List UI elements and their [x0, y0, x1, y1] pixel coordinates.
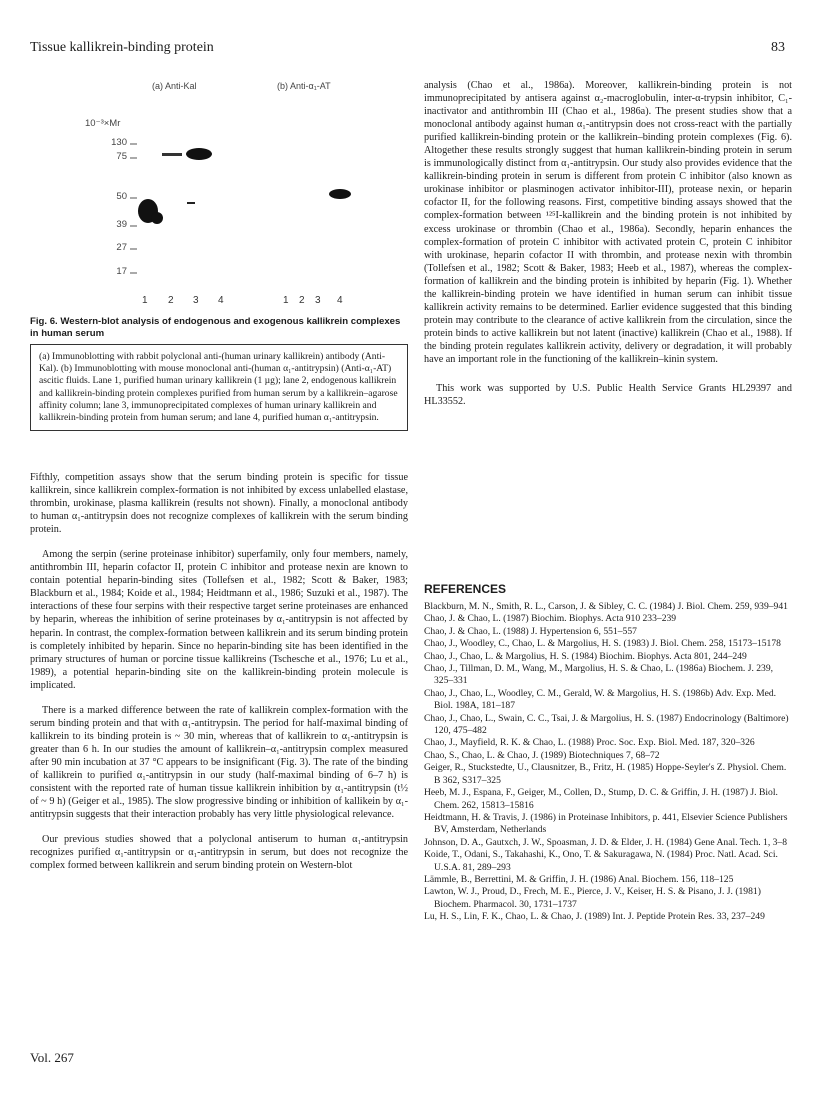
- lane-b-1: 1: [283, 295, 289, 306]
- unit-label: 10⁻³×Mr: [85, 118, 121, 129]
- band-b-lane4: [329, 189, 351, 199]
- reference-item: Heidtmann, H. & Travis, J. (1986) in Proteinase Inhibitors, p. 441, Elsevier Science Publishers BV, Amsterdam, Netherlands: [424, 811, 788, 836]
- reference-item: Blackburn, M. N., Smith, R. L., Carson, J. & Sibley, C. C. (1984) J. Biol. Chem. 259, 939–941: [424, 601, 788, 612]
- reference-item: Heeb, M. J., Espana, F., Geiger, M., Collen, D., Stump, D. C. & Griffin, J. H. (1987) J. Biol. Chem. 262, 15813–15816: [424, 787, 778, 811]
- references-heading: REFERENCES: [424, 582, 507, 596]
- lane-b-4: 4: [337, 295, 343, 306]
- reference-item: Chao, J., Woodley, C., Chao, L. & Margolius, H. S. (1983) J. Biol. Chem. 258, 15173–15178: [424, 638, 781, 650]
- reference-item: Chao, J., Chao, L. & Margolius, H. S. (1984) Biochim. Biophys. Acta 801, 244–249: [424, 650, 747, 662]
- figure-legend: (a) Immunoblotting with rabbit polyclonal anti-(human urinary kallikrein) antibody (Anti-Kal). (b) Immunoblotting with mouse monoclonal anti-(human α₁-antitrypsin) (Anti-α₁-AT) ascitic fluids. Lane 1, purified human urinary kallikrein (1 µg); lane 2, endogenous kallikrein and kallikrein-binding protein complexes purified from human serum by a kallikrein–agarose affinity column; lane 3, immunoprecipitated complexes of human urinary kallikrein and kallikrein-binding protein from human serum; and lane 4, purified human α₁-antitrypsin.: [30, 344, 408, 431]
- reference-item: Chao, J., Tillman, D. M., Wang, M., Margolius, H. S. & Chao, L. (1986a) Biochem. J. 239, 325–331: [424, 663, 774, 687]
- lane-a-1: 1: [142, 295, 148, 306]
- right-column: [424, 79, 792, 408]
- paragraph: analysis (Chao et al., 1986a). Moreover, kallikrein-binding protein is not immunoprecipitated by antisera against α₂-macroglobulin, inter-α-trypsin inhibitor, C₁-inactivator and antithrombin III (Chao et al., 1986a). The present studies show that a monoclonal antibody against human α₁-antitrypsin does not cross-react with the partially purified kallikrein-binding protein or the kallikrein–binding protein complexes (Fig. 6). Altogether these results strongly suggest that human kallikrein-binding protein in serum is immunologically distinct from α₁-antitrypsin. Our study also provides evidence that the kallikrein-binding protein in serum is different from protein C inhibitor (also known as urokinase inhibitor or plasminogen activator inhibitor-III), protease nexin, or heparin cofactor II, for the following reasons. First, competitive binding assays showed that the complex-formation between ¹²⁵I-kallikrein and the binding protein is not inhibited by excess urokinase or thrombin (Chao et al., 1986a). Secondly, heparin enhances the complex-formation of protein C inhibitor with activated protein C, protein C inhibitor with urokinase, heparin cofactor II with thrombin, and protease nexin with thrombin (Tollefsen et al., 1982; Scott & Baker, 1983; Heeb et al., 1987), whereas the complex-formation of kallikrein and the binding protein is inhibited by heparin (Fig. 1). Whether the kallikrein-binding protein we have identified in human serum can inhibit tissue kallikrein activity remains to be determined. Earlier evidence suggested that this binding protein may contribute to the clearance of active kallikrein from the circulation, since the protein binds to active kallikrein but not latent (inactive) kallikrein (Chao et al., 1988). If the binding protein regulates kallikrein activity, delivery or degradation, it will probably have an important role in the functioning of the kallikrein–kinin system.: [424, 80, 792, 365]
- figure-title: Fig. 6. Western-blot analysis of endogenous and exogenous kallikrein complexes in human serum: [30, 316, 401, 339]
- reference-item: Johnson, D. A., Gautxch, J. W., Spoasman, J. D. & Elder, J. H. (1984) Gene Anal. Tech. 1, 3–8: [424, 836, 788, 848]
- reference-item: Koide, T., Odani, S., Takahashi, K., Ono, T. & Sakuragawa, N. (1984) Proc. Natl. Acad. Sci. U.S.A. 81, 289–293: [424, 849, 778, 873]
- acknowledgement: This work was supported by U.S. Public Health Service Grants HL29397 and HL33552.: [424, 383, 792, 408]
- reference-item: Geiger, R., Stuckstedte, U., Clausnitzer, B., Fritz, H. (1985) Hoppe-Seyler's Z. Physiol. Chem. B 362, S317–325: [424, 762, 787, 786]
- band-a-lane3: [186, 148, 212, 160]
- paragraph: Fifthly, competition assays show that the serum binding protein is specific for tissue kallikrein, since kallikrein complex-formation is not inhibited by excess unlabelled elastase, thrombin, urokinase, plasma kallikrein (results not shown). Finally, a monoclonal antibody to human α₁-antitrypsin does not recognize complexes of kallikrein with the serum binding protein.: [30, 472, 408, 536]
- paragraph: Our previous studies showed that a polyclonal antiserum to human α₁-antitrypsin recognizes purified α₁-antitrypsin or α₁-antitrypsin in serum, but does not recognize the complex formed between kallikrein and serum binding protein on Western-blot: [30, 834, 408, 872]
- band-a-lane1-tail: [151, 212, 163, 224]
- band-a-lane3-faint: [187, 202, 195, 204]
- marker-39: 39: [116, 219, 127, 230]
- paragraph: There is a marked difference between the rate of kallikrein complex-formation with the serum binding protein and that with α₁-antitrypsin. The period for half-maximal binding of kallikrein to its binding protein is ~ 30 min, whereas that of kallikrein to α₁-antitrypsin is greater than 6 h. In our studies the amount of kallikrein–α₁-antitrypsin complex measured after 90 min incubation at 37 °C appears to be insignificant (Fig. 3). The rate of the binding of kallikrein to purified α₁-antitrypsin in our study (half-maximal binding of 6–7 h) is consistent with the reported rate of human tissue kallikrein inhibition by α₁-antitrypsin (t½ of ~ 9 h) (Geiger et al., 1985). The slow progressive binding or inhibition of kallikein by α₁-antitrypsin suggests that their interaction probably has very little physiological relevance.: [30, 704, 408, 821]
- panel-a-label: (a) Anti-Kal: [152, 81, 197, 91]
- reference-item: Lawton, W. J., Proud, D., Frech, M. E., Pierce, J. V., Keiser, H. S. & Pisano, J. J. (1981) Biochem. Pharmacol. 30, 1731–1737: [424, 886, 761, 910]
- left-column: [30, 471, 408, 872]
- references-list: [424, 601, 792, 924]
- reference-item: Chao, J., Mayfield, R. K. & Chao, L. (1988) Proc. Soc. Exp. Biol. Med. 187, 320–326: [424, 737, 755, 749]
- blot-bands: [85, 78, 385, 308]
- reference-item: Chao, J. & Chao, L. (1988) J. Hypertension 6, 551–557: [424, 625, 637, 637]
- marker-17: 17: [116, 266, 127, 277]
- marker-50: 50: [116, 191, 127, 202]
- reference-item: Chao, J. & Chao, L. (1987) Biochim. Biophys. Acta 910 233–239: [424, 613, 677, 625]
- reference-item: Lämmle, B., Berrettini, M. & Griffin, J. H. (1986) Anal. Biochem. 156, 118–125: [424, 873, 734, 885]
- band-a-lane2: [162, 153, 182, 156]
- reference-item: Chao, J., Chao, L., Swain, C. C., Tsai, J. & Margolius, H. S. (1987) Endocrinology (Baltimore) 120, 475–482: [424, 712, 789, 737]
- reference-item: Chao, J., Chao, L., Woodley, C. M., Gerald, W. & Margolius, H. S. (1986b) Adv. Exp. Med. Biol. 198A, 181–187: [424, 687, 777, 712]
- running-title: Tissue kallikrein-binding protein: [30, 40, 214, 55]
- lane-a-2: 2: [168, 295, 174, 306]
- panel-b-label: (b) Anti-α₁-AT: [277, 81, 331, 91]
- marker-75: 75: [116, 151, 127, 162]
- lane-a-4: 4: [218, 295, 224, 306]
- lane-b-3: 3: [315, 295, 321, 306]
- volume-label: Vol. 267: [30, 1050, 74, 1065]
- western-blot-figure: [85, 78, 385, 308]
- reference-item: Lu, H. S., Lin, F. K., Chao, L. & Chao, J. (1989) Int. J. Peptide Protein Res. 33, 237–249: [424, 911, 765, 923]
- paragraph: Among the serpin (serine proteinase inhibitor) superfamily, only four members, namely, antithrombin III, heparin cofactor II, protein C inhibitor and protease nexin are known to contain potential heparin-binding sites (Tollefsen et al., 1982; Scott & Baker, 1983; Blackburn et al., 1984; Koide et al., 1984; Heidtmann et al., 1986; Suzuki et al., 1987). The interactions of these four serpins with their respective target serine proteinases are enhanced by heparin, whereas the inhibition of serine proteinases by α₁-antitrypsin is not affected by heparin. In contrast, the complex-formation between kallikrein and its serum binding protein is completely inhibited by heparin. Since no heparin-binding site has been identified in the primary structures of human or porcine tissue kallikreins (Tschesche et al., 1976; Lu et al., 1989), a potential heparin-binding site on the kallikrein-binding protein molecule is implicated.: [30, 549, 408, 691]
- lane-a-3: 3: [193, 295, 199, 306]
- marker-27: 27: [116, 242, 127, 253]
- marker-130: 130: [111, 137, 127, 148]
- lane-b-2: 2: [299, 295, 305, 306]
- reference-item: Chao, S., Chao, L. & Chao, J. (1989) Biotechniques 7, 68–72: [424, 749, 660, 761]
- page-number: 83: [771, 40, 785, 55]
